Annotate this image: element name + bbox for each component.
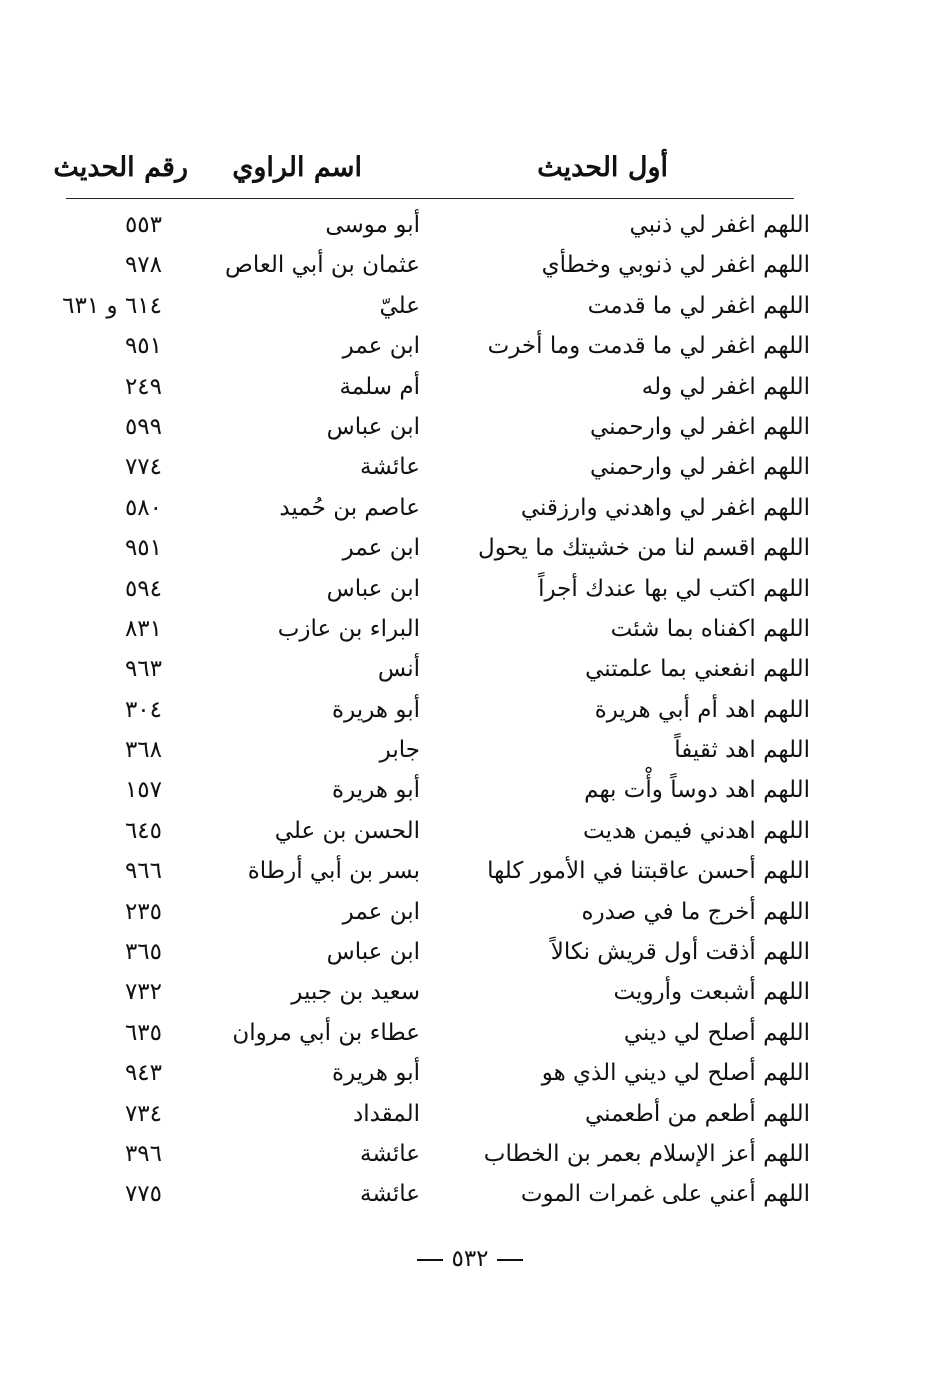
hadith-number-cell: ٦١٤ و ٦٣١: [62, 292, 162, 319]
hadith-beginning-cell: اللهم انفعني بما علمتني: [585, 656, 810, 683]
hadith-number-cell: ٣٠٤: [124, 696, 162, 723]
narrator-cell: ابن عمر: [342, 535, 420, 562]
hadith-beginning-cell: اللهم اغفر لي ما قدمت وما أخرت: [487, 333, 810, 360]
narrator-cell: أنس: [377, 656, 420, 683]
narrator-cell: عائشة: [360, 1140, 420, 1167]
hadith-beginning-cell: اللهم اهد أم أبي هريرة: [594, 696, 810, 723]
table-row: [0, 564, 940, 604]
table-row: [0, 402, 940, 442]
hadith-number-cell: ٩٥١: [124, 535, 162, 562]
hadith-beginning-cell: اللهم أصلح لي ديني: [623, 1019, 810, 1046]
narrator-cell: الحسن بن علي: [274, 817, 420, 844]
hadith-number-cell: ٦٤٥: [124, 817, 162, 844]
narrator-cell: أبو هريرة: [332, 696, 420, 723]
hadith-number-cell: ٥٩٩: [124, 413, 162, 440]
hadith-beginning-cell: اللهم أخرج ما في صدره: [581, 898, 810, 925]
narrator-cell: أبو هريرة: [332, 1060, 420, 1087]
hadith-beginning-cell: اللهم أعز الإسلام بعمر بن الخطاب: [483, 1140, 810, 1167]
hadith-beginning-cell: اللهم أحسن عاقبتنا في الأمور كلها: [487, 858, 810, 885]
hadith-number-cell: ١٥٧: [124, 777, 162, 804]
table-row: [0, 1048, 940, 1088]
narrator-cell: سعيد بن جبير: [291, 979, 420, 1006]
narrator-cell: عائشة: [360, 1181, 420, 1208]
hadith-number-cell: ٧٧٥: [124, 1181, 162, 1208]
hadith-number-cell: ٩٤٣: [124, 1060, 162, 1087]
table-row: [0, 765, 940, 805]
hadith-beginning-cell: اللهم أذقت أول قريش نكالاً: [550, 939, 810, 966]
header-hadith-beginning: أول الحديث: [537, 152, 668, 183]
hadith-beginning-cell: اللهم أشبعت وأرويت: [613, 979, 810, 1006]
table-row: [0, 240, 940, 280]
narrator-cell: أبو موسى: [325, 212, 420, 238]
hadith-number-cell: ٩٧٨: [124, 252, 162, 279]
narrator-cell: عطاء بن أبي مروان: [232, 1019, 420, 1046]
narrator-cell: عليّ: [379, 292, 420, 319]
hadith-beginning-cell: اللهم اكفناه بما شئت: [610, 615, 810, 642]
table-row: [0, 281, 940, 321]
hadith-beginning-cell: اللهم اغفر لي ذنبي: [629, 212, 810, 238]
hadith-beginning-cell: اللهم اغفر لي ذنوبي وخطأي: [541, 252, 810, 279]
hadith-beginning-cell: اللهم أصلح لي ديني الذي هو: [541, 1060, 810, 1087]
hadith-number-cell: ٢٤٩: [124, 373, 162, 400]
table-row: [0, 846, 940, 886]
table-row: [0, 887, 940, 927]
table-row: [0, 483, 940, 523]
footer-dash-right: [417, 1259, 443, 1261]
table-row: [0, 200, 940, 240]
narrator-cell: المقداد: [352, 1100, 420, 1127]
hadith-beginning-cell: اللهم اغفر لي وارحمني: [589, 454, 810, 481]
hadith-beginning-cell: اللهم اغفر لي واهدني وارزقني: [520, 494, 810, 521]
table-row: [0, 644, 940, 684]
header-divider: [66, 198, 794, 199]
hadith-beginning-cell: اللهم اقسم لنا من خشيتك ما يحول: [478, 535, 810, 562]
narrator-cell: ابن عباس: [326, 939, 420, 966]
hadith-number-cell: ٣٩٦: [124, 1140, 162, 1167]
narrator-cell: ابن عباس: [326, 575, 420, 602]
table-row: [0, 442, 940, 482]
hadith-beginning-cell: اللهم اغفر لي وارحمني: [589, 413, 810, 440]
table-row: [0, 1089, 940, 1129]
table-row: [0, 967, 940, 1007]
hadith-beginning-cell: اللهم اهد ثقيفاً: [674, 737, 810, 764]
table-row: [0, 1129, 940, 1169]
narrator-cell: عثمان بن أبي العاص: [225, 252, 420, 279]
hadith-beginning-cell: اللهم أعني على غمرات الموت: [520, 1181, 810, 1208]
hadith-beginning-cell: اللهم اهدني فيمن هديت: [583, 817, 810, 844]
table-row: [0, 523, 940, 563]
hadith-number-cell: ٧٣٢: [124, 979, 162, 1006]
table-row: [0, 927, 940, 967]
hadith-beginning-cell: اللهم اهد دوساً وأْت بهم: [584, 777, 810, 804]
hadith-number-cell: ٦٣٥: [124, 1019, 162, 1046]
table-row: [0, 604, 940, 644]
table-row: [0, 806, 940, 846]
narrator-cell: ابن عباس: [326, 413, 420, 440]
hadith-number-cell: ٥٥٣: [124, 212, 162, 238]
index-table: [0, 200, 940, 1210]
narrator-cell: أم سلمة: [339, 373, 420, 400]
hadith-number-cell: ٣٦٨: [124, 737, 162, 764]
narrator-cell: عائشة: [360, 454, 420, 481]
hadith-number-cell: ٧٣٤: [124, 1100, 162, 1127]
hadith-number-cell: ٥٩٤: [124, 575, 162, 602]
narrator-cell: أبو هريرة: [332, 777, 420, 804]
hadith-number-cell: ٧٧٤: [124, 454, 162, 481]
hadith-number-cell: ٩٦٦: [124, 858, 162, 885]
hadith-beginning-cell: اللهم اغفر لي ما قدمت: [587, 292, 810, 319]
hadith-number-cell: ٨٣١: [124, 615, 162, 642]
page-footer: [0, 1246, 940, 1272]
footer-dash-left: [497, 1259, 523, 1261]
hadith-number-cell: ٣٦٥: [124, 939, 162, 966]
narrator-cell: ابن عمر: [342, 898, 420, 925]
narrator-cell: عاصم بن حُميد: [279, 494, 420, 521]
table-row: [0, 685, 940, 725]
narrator-cell: ابن عمر: [342, 333, 420, 360]
table-row: [0, 1008, 940, 1048]
narrator-cell: جابر: [379, 737, 420, 764]
table-row: [0, 321, 940, 361]
header-narrator-name: اسم الراوي: [232, 152, 362, 183]
hadith-number-cell: ٢٣٥: [124, 898, 162, 925]
narrator-cell: البراء بن عازب: [277, 615, 420, 642]
hadith-beginning-cell: اللهم اكتب لي بها عندك أجراً: [538, 575, 810, 602]
hadith-number-cell: ٩٥١: [124, 333, 162, 360]
page-number: ٥٣٢: [451, 1246, 489, 1272]
narrator-cell: بسر بن أبي أرطاة: [247, 858, 420, 885]
hadith-number-cell: ٩٦٣: [124, 656, 162, 683]
table-row: [0, 362, 940, 402]
hadith-number-cell: ٥٨٠: [124, 494, 162, 521]
hadith-beginning-cell: اللهم أطعم من أطعمني: [585, 1100, 810, 1127]
table-row: [0, 725, 940, 765]
header-hadith-number: رقم الحديث: [53, 152, 188, 183]
table-row: [0, 1169, 940, 1209]
hadith-beginning-cell: اللهم اغفر لي وله: [641, 373, 810, 400]
